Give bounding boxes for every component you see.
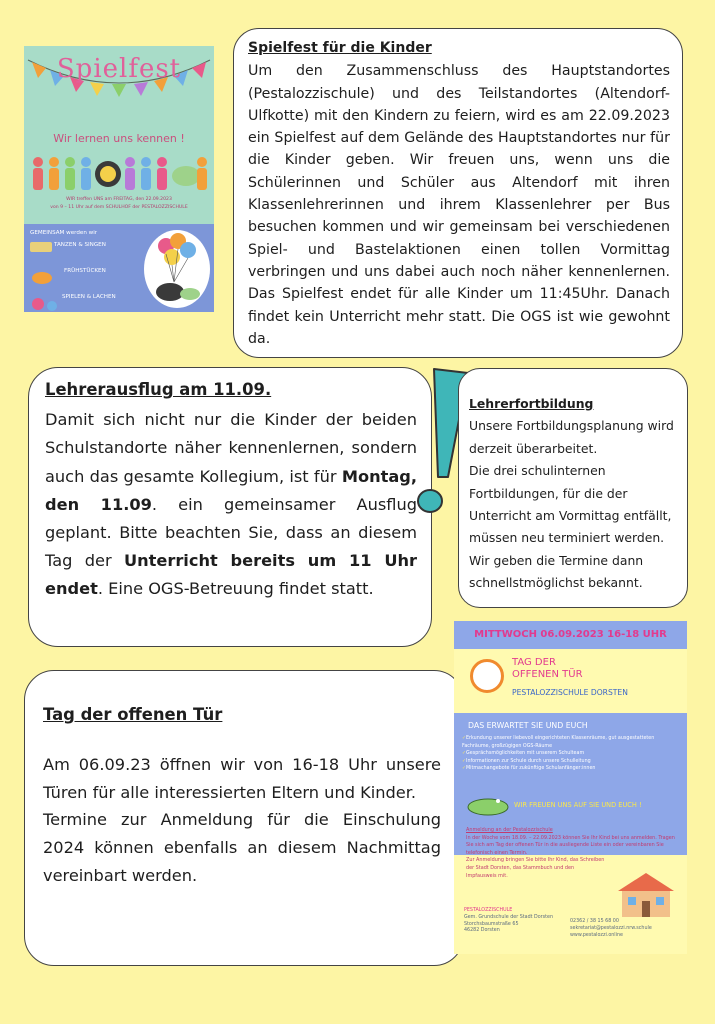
flyer-freuen: WIR FREUEN UNS AUF SIE UND EUCH ! (514, 801, 642, 809)
offene-tuer-text-1: Am 06.09.23 öffnen wir von 16-18 Uhr unsere Türen für alle interessierten Eltern und Kinder. (43, 754, 441, 802)
poster-subtitle: Wir lernen uns kennen ! (53, 132, 185, 145)
lehrerausflug-section (28, 367, 432, 647)
poster-title: Spielfest (56, 54, 182, 84)
poster-info: WIR treffen UNS am FREITAG, den 22.09.2023 von 9 – 11 Uhr auf dem SCHULHOF der PESTALOZZISCHULE (50, 197, 188, 210)
unterricht-ende: Unterricht bereits um 11 Uhr endet (45, 551, 417, 599)
fortbildung-section (458, 368, 688, 608)
offene-tuer-text-2: Termine zur Anmeldung für die Einschulung 2024 können ebenfalls an diesem Nachmittag vereinbart werden. (43, 810, 441, 885)
toys-icon (28, 240, 68, 312)
lehrerausflug-title: Lehrerausflug am 11.09. (45, 380, 272, 399)
flyer-bullets (462, 735, 682, 773)
spielfest-title: Spielfest für die Kinder (248, 40, 432, 56)
flyer-school: PESTALOZZISCHULE DORSTEN (512, 688, 628, 697)
spielfest-section (233, 28, 683, 358)
list-item: ✓ Informationen zur Schule durch unsere Schulleitung (462, 758, 682, 766)
poster-fruehstuecken: FRÜHSTÜCKEN (64, 268, 106, 274)
fortbildung-text-3: Wir geben die Termine dann schnellstmöglichst bekannt. (469, 552, 644, 591)
spielfest-poster (24, 46, 214, 312)
flyer-date: MITTWOCH 06.09.2023 16-18 UHR (454, 621, 687, 649)
crocodile-icon (464, 793, 510, 819)
balloons-icon (144, 230, 210, 308)
flyer-expect-heading: DAS ERWARTET SIE UND EUCH (468, 721, 588, 730)
poster-spielen: SPIELEN & LACHEN (62, 294, 116, 300)
list-item: ✓ Mitmachangebote für zukünftige Schulanfänger:innen (462, 765, 682, 773)
fortbildung-text-2: Die drei schulinternen Fortbildungen, für die der Unterricht am Vormittag entfällt, müssen neu terminiert werden. (469, 463, 672, 546)
list-item: ✓ Gesprächsmöglichkeiten mit unserem Schulteam (462, 750, 682, 758)
montag-date: Montag, den 11.09 (45, 466, 417, 514)
offene-tuer-section (24, 670, 464, 966)
school-logo-icon (470, 659, 504, 693)
list-item: ✓ Erkundung unserer liebevoll eingerichteten Klassenräume, gut ausgestatteten Fachräume, großzügigen OGS-Räume (462, 735, 682, 750)
flyer-header: TAG DER OFFENEN TÜR (512, 657, 583, 680)
poster-activities (24, 224, 214, 312)
flyer-address: PESTALOZZISCHULE Gem. Grundschule der Stadt Dorsten Storchsbaumstraße 65 46282 Dorsten (464, 908, 554, 934)
flyer-anmeldung: Anmeldung an der Pestalozzischule In der Woche vom 18.09. – 22.09.2023 können Sie Ihr Kind bei uns anmelden. Tragen Sie sich am Tag der offenen Tür in die ausliegende Liste ein oder vereinbaren Sie telefonisch einen Termin. Zur Anmeldung bringen Sie bitte Ihr Kind, das Schreiben der Stadt Dorsten, das Stammbuch und den Impfausweis mit. (466, 827, 675, 879)
paper-dolls-icon (30, 154, 208, 192)
lehrerausflug-text: Damit sich nicht nur die Kinder der beiden Schulstandorte näher kennenlernen, sondern auch das gesamte Kollegium, ist für Montag, den 11.09. ein gemeinsamer Ausflug geplant. Bitte beachten Sie, dass an diesem Tag der Unterricht bereits um 11 Uhr endet. Eine OGS-Betreuung findet statt. (45, 410, 417, 599)
flyer-contact: 02362 / 38 15 68 00 sekretariat@pestalozzi.nrw.schule www.pestalozzi.online (570, 919, 652, 938)
school-building-icon (614, 869, 678, 919)
offene-tuer-flyer (454, 621, 687, 954)
spielfest-text: Um den Zusammenschluss des Hauptstandortes (Pestalozzischule) und des Teilstandortes (Altendorf-Ulfkotte) mit den Kindern zu feiern, wird es am 22.09.2023 ein Spielfest auf dem Gelände des Hauptstandortes nur für die Kinder geben. Wir freuen uns, wenn uns die Schülerinnen und Schüler aus Altendorf mit ihren Klassenlehrerinnen und ihrem Klassenlehrer per Bus besuchen kommen und wir gemeinsam bei verschiedenen Spiel- und Bastelaktionen einen tollen Vormittag verbringen und uns dabei auch noch näher kennenlernen. Das Spielfest endet für alle Kinder um 11:45Uhr. Danach findet kein Unterricht mehr statt. Die OGS ist wie gewohnt da. (248, 63, 670, 347)
fortbildung-text-1: Unsere Fortbildungsplanung wird derzeit überarbeitet. (469, 418, 674, 456)
poster-tanzen: TANZEN & SINGEN (54, 242, 106, 248)
poster-gemeinsam: GEMEINSAM werden wir (30, 230, 98, 236)
offene-tuer-title: Tag der offenen Tür (43, 705, 223, 724)
fortbildung-title: Lehrerfortbildung (469, 396, 594, 411)
